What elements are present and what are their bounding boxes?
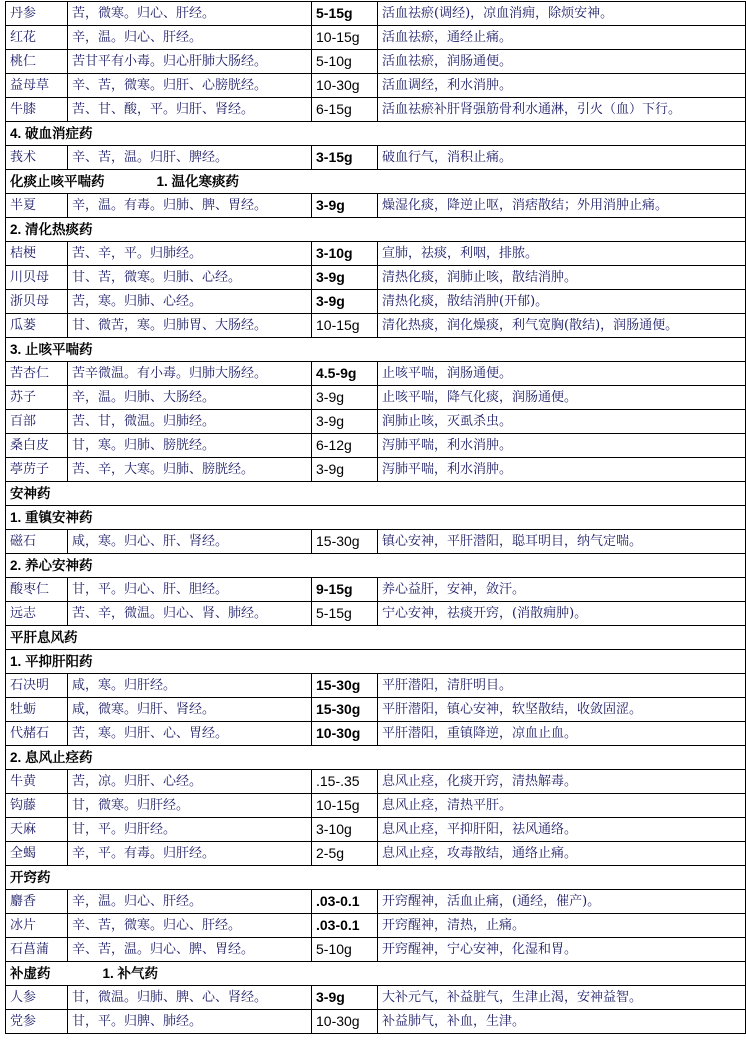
herb-name: 红花	[6, 26, 68, 50]
herb-effect: 活血调经，利水消肿。	[378, 74, 746, 98]
herb-dosage: 5-10g	[312, 938, 378, 962]
section-title-text: 平肝息风药	[10, 630, 78, 645]
section-title	[6, 338, 746, 362]
herb-effect: 大补元气，补益脏气，生津止渴，安神益智。	[378, 986, 746, 1010]
herb-name: 桑白皮	[6, 434, 68, 458]
herb-name: 石菖蒲	[6, 938, 68, 962]
herb-row	[6, 770, 746, 794]
herb-row	[6, 458, 746, 482]
section-title-text: 1. 重镇安神药	[10, 510, 93, 525]
section-title	[6, 506, 746, 530]
section-title-text: 安神药	[10, 486, 51, 501]
herb-row	[6, 530, 746, 554]
subsection-title-text: 1. 温化寒痰药	[156, 174, 240, 189]
herb-dosage: 6-12g	[312, 434, 378, 458]
herb-table-body	[6, 2, 746, 1034]
herb-row	[6, 794, 746, 818]
herb-property: 苦甘平有小毒。归心肝肺大肠经。	[68, 50, 312, 74]
herb-row	[6, 602, 746, 626]
herb-row	[6, 2, 746, 26]
herb-property: 甘，寒。归肺、膀胱经。	[68, 434, 312, 458]
section-header-row	[6, 650, 746, 674]
herb-property: 苦，寒。归肝、心、胃经。	[68, 722, 312, 746]
section-title-text: 3. 止咳平喘药	[10, 342, 93, 357]
herb-row	[6, 578, 746, 602]
herb-dosage: 6-15g	[312, 98, 378, 122]
herb-property: 辛、苦，微寒。归肝、心膀胱经。	[68, 74, 312, 98]
herb-effect: 息风止痉，化痰开窍，清热解毒。	[378, 770, 746, 794]
herb-name: 麝香	[6, 890, 68, 914]
herb-effect: 平肝潜阳，清肝明目。	[378, 674, 746, 698]
herb-name: 桔梗	[6, 242, 68, 266]
herb-table	[5, 1, 746, 1034]
herb-dosage: 3-10g	[312, 818, 378, 842]
herb-name: 百部	[6, 410, 68, 434]
herb-effect: 活血祛瘀补肝肾强筋骨利水通淋，引火（血）下行。	[378, 98, 746, 122]
herb-dosage: 3-9g	[312, 458, 378, 482]
herb-effect: 活血祛瘀，通经止痛。	[378, 26, 746, 50]
herb-effect: 补益肺气，补血，生津。	[378, 1010, 746, 1034]
herb-dosage: 10-15g	[312, 794, 378, 818]
herb-dosage: 5-10g	[312, 50, 378, 74]
section-title-text: 补虚药	[10, 966, 51, 981]
herb-row	[6, 818, 746, 842]
herb-name: 苏子	[6, 386, 68, 410]
herb-effect: 破血行气，消积止痛。	[378, 146, 746, 170]
section-title-text: 2. 息风止痉药	[10, 750, 93, 765]
section-title	[6, 122, 746, 146]
herb-effect: 开窍醒神，清热，止痛。	[378, 914, 746, 938]
herb-name: 半夏	[6, 194, 68, 218]
section-header-row	[6, 122, 746, 146]
herb-property: 咸，微寒。归肝、肾经。	[68, 698, 312, 722]
herb-property: 辛，温。归肺、大肠经。	[68, 386, 312, 410]
herb-dosage: 3-9g	[312, 386, 378, 410]
herb-dosage: 9-15g	[312, 578, 378, 602]
herb-row	[6, 146, 746, 170]
herb-name: 牛膝	[6, 98, 68, 122]
section-title	[6, 218, 746, 242]
herb-effect: 活血祛瘀(调经)，凉血消痈，除烦安神。	[378, 2, 746, 26]
herb-row	[6, 842, 746, 866]
herb-row	[6, 290, 746, 314]
herb-property: 苦、辛，平。归肺经。	[68, 242, 312, 266]
section-title	[6, 554, 746, 578]
herb-dosage: 2-5g	[312, 842, 378, 866]
herb-property: 辛、苦，温。归肝、脾经。	[68, 146, 312, 170]
section-header-row	[6, 554, 746, 578]
section-header-row	[6, 506, 746, 530]
herb-dosage: 10-15g	[312, 314, 378, 338]
herb-property: 苦，微寒。归心、肝经。	[68, 2, 312, 26]
herb-row	[6, 890, 746, 914]
section-title	[6, 170, 746, 194]
section-title-text: 开窍药	[10, 870, 51, 885]
herb-dosage: 15-30g	[312, 674, 378, 698]
herb-effect: 活血祛瘀，润肠通便。	[378, 50, 746, 74]
herb-effect: 清化热痰，润化燥痰，利气宽胸(散结)，润肠通便。	[378, 314, 746, 338]
section-title-text: 2. 清化热痰药	[10, 222, 93, 237]
herb-effect: 息风止痉，平抑肝阳，祛风通络。	[378, 818, 746, 842]
section-title-text: 1. 平抑肝阳药	[10, 654, 93, 669]
herb-property: 辛，平。有毒。归肝经。	[68, 842, 312, 866]
herb-property: 辛、苦，温。归心、脾、胃经。	[68, 938, 312, 962]
section-title	[6, 962, 746, 986]
herb-effect: 清热化痰，润肺止咳，散结消肿。	[378, 266, 746, 290]
herb-effect: 开窍醒神，活血止痛，(通经，催产)。	[378, 890, 746, 914]
herb-dosage: 10-30g	[312, 1010, 378, 1034]
herb-name: 远志	[6, 602, 68, 626]
subsection-title-text: 1. 补气药	[102, 966, 159, 981]
herb-dosage: 3-10g	[312, 242, 378, 266]
herb-name: 浙贝母	[6, 290, 68, 314]
herb-name: 天麻	[6, 818, 68, 842]
herb-property: 辛，温。归心、肝经。	[68, 26, 312, 50]
herb-property: 苦、甘、酸，平。归肝、肾经。	[68, 98, 312, 122]
herb-property: 甘，平。归脾、肺经。	[68, 1010, 312, 1034]
herb-row	[6, 194, 746, 218]
herb-dosage: .03-0.1	[312, 890, 378, 914]
herb-name: 牡蛎	[6, 698, 68, 722]
herb-name: 酸枣仁	[6, 578, 68, 602]
herb-name: 桃仁	[6, 50, 68, 74]
herb-property: 甘、微苦，寒。归肺胃、大肠经。	[68, 314, 312, 338]
section-title-text: 2. 养心安神药	[10, 558, 93, 573]
herb-effect: 息风止痉，攻毒散结，通络止痛。	[378, 842, 746, 866]
herb-dosage: 3-9g	[312, 194, 378, 218]
herb-row	[6, 242, 746, 266]
herb-property: 甘，平。归心、肝、胆经。	[68, 578, 312, 602]
herb-name: 钩藤	[6, 794, 68, 818]
herb-effect: 镇心安神，平肝潜阳，聪耳明目，纳气定喘。	[378, 530, 746, 554]
herb-dosage: 10-30g	[312, 74, 378, 98]
herb-row	[6, 986, 746, 1010]
herb-name: 苦杏仁	[6, 362, 68, 386]
herb-dosage: 15-30g	[312, 530, 378, 554]
herb-property: 辛，温。有毒。归肺、脾、胃经。	[68, 194, 312, 218]
herb-effect: 平肝潜阳，重镇降逆，凉血止血。	[378, 722, 746, 746]
herb-property: 辛，温。归心、肝经。	[68, 890, 312, 914]
section-header-row	[6, 338, 746, 362]
herb-dosage: 3-9g	[312, 266, 378, 290]
herb-property: 苦，凉。归肝、心经。	[68, 770, 312, 794]
herb-property: 甘、苦，微寒。归肺、心经。	[68, 266, 312, 290]
herb-name: 石决明	[6, 674, 68, 698]
herb-dosage: 3-15g	[312, 146, 378, 170]
herb-effect: 宣肺，祛痰，利咽，排脓。	[378, 242, 746, 266]
herb-effect: 开窍醒神，宁心安神，化湿和胃。	[378, 938, 746, 962]
herb-name: 益母草	[6, 74, 68, 98]
herb-name: 磁石	[6, 530, 68, 554]
herb-name: 丹参	[6, 2, 68, 26]
herb-property: 咸，寒。归心、肝、肾经。	[68, 530, 312, 554]
herb-row	[6, 74, 746, 98]
herb-row	[6, 26, 746, 50]
herb-row	[6, 314, 746, 338]
herb-dosage: 10-30g	[312, 722, 378, 746]
herb-effect: 润肺止咳，灭虱杀虫。	[378, 410, 746, 434]
herb-name: 冰片	[6, 914, 68, 938]
herb-row	[6, 410, 746, 434]
section-title-text: 化痰止咳平喘药	[10, 174, 105, 189]
herb-dosage: .15-.35	[312, 770, 378, 794]
herb-row	[6, 50, 746, 74]
section-header-row	[6, 962, 746, 986]
herb-property: 苦辛微温。有小毒。归肺大肠经。	[68, 362, 312, 386]
section-header-row	[6, 746, 746, 770]
herb-name: 葶苈子	[6, 458, 68, 482]
herb-property: 辛、苦，微寒。归心、肝经。	[68, 914, 312, 938]
herb-dosage: 10-15g	[312, 26, 378, 50]
herb-row	[6, 266, 746, 290]
herb-name: 莪术	[6, 146, 68, 170]
herb-effect: 养心益肝，安神，敛汗。	[378, 578, 746, 602]
herb-effect: 宁心安神，祛痰开窍，(消散痈肿)。	[378, 602, 746, 626]
herb-row	[6, 1010, 746, 1034]
section-header-row	[6, 482, 746, 506]
herb-row	[6, 914, 746, 938]
herb-dosage: .03-0.1	[312, 914, 378, 938]
herb-name: 川贝母	[6, 266, 68, 290]
herb-row	[6, 362, 746, 386]
section-title	[6, 650, 746, 674]
section-header-row	[6, 218, 746, 242]
herb-dosage: 15-30g	[312, 698, 378, 722]
herb-effect: 息风止痉，清热平肝。	[378, 794, 746, 818]
herb-row	[6, 938, 746, 962]
herb-row	[6, 434, 746, 458]
herb-dosage: 4.5-9g	[312, 362, 378, 386]
herb-property: 苦、甘，微温。归肺经。	[68, 410, 312, 434]
herb-dosage: 5-15g	[312, 602, 378, 626]
herb-property: 苦、辛，大寒。归肺、膀胱经。	[68, 458, 312, 482]
herb-dosage: 3-9g	[312, 986, 378, 1010]
herb-effect: 止咳平喘，降气化痰，润肠通便。	[378, 386, 746, 410]
herb-property: 苦、辛，微温。归心、肾、肺经。	[68, 602, 312, 626]
herb-property: 甘，平。归肝经。	[68, 818, 312, 842]
section-title	[6, 746, 746, 770]
herb-effect: 清热化痰，散结消肿(开郁)。	[378, 290, 746, 314]
herb-property: 咸，寒。归肝经。	[68, 674, 312, 698]
herb-name: 党参	[6, 1010, 68, 1034]
herb-dosage: 3-9g	[312, 290, 378, 314]
herb-name: 代赭石	[6, 722, 68, 746]
herb-effect: 止咳平喘，润肠通便。	[378, 362, 746, 386]
herb-property: 甘，微寒。归肝经。	[68, 794, 312, 818]
herb-property: 甘，微温。归肺、脾、心、肾经。	[68, 986, 312, 1010]
herb-name: 全蝎	[6, 842, 68, 866]
section-header-row	[6, 866, 746, 890]
herb-row	[6, 698, 746, 722]
herb-row	[6, 722, 746, 746]
herb-dosage: 3-9g	[312, 410, 378, 434]
herb-property: 苦，寒。归肺、心经。	[68, 290, 312, 314]
herb-dosage: 5-15g	[312, 2, 378, 26]
section-title	[6, 482, 746, 506]
herb-name: 瓜蒌	[6, 314, 68, 338]
section-title	[6, 866, 746, 890]
section-title-text: 4. 破血消症药	[10, 126, 93, 141]
section-header-row	[6, 626, 746, 650]
herb-effect: 平肝潜阳，镇心安神，软坚散结，收敛固涩。	[378, 698, 746, 722]
herb-row	[6, 98, 746, 122]
herb-effect: 泻肺平喘，利水消肿。	[378, 434, 746, 458]
herb-name: 牛黄	[6, 770, 68, 794]
herb-effect: 泻肺平喘，利水消肿。	[378, 458, 746, 482]
section-header-row	[6, 170, 746, 194]
herb-row	[6, 674, 746, 698]
herb-name: 人参	[6, 986, 68, 1010]
section-title	[6, 626, 746, 650]
herb-row	[6, 386, 746, 410]
herb-effect: 燥湿化痰，降逆止呕，消痞散结；外用消肿止痛。	[378, 194, 746, 218]
